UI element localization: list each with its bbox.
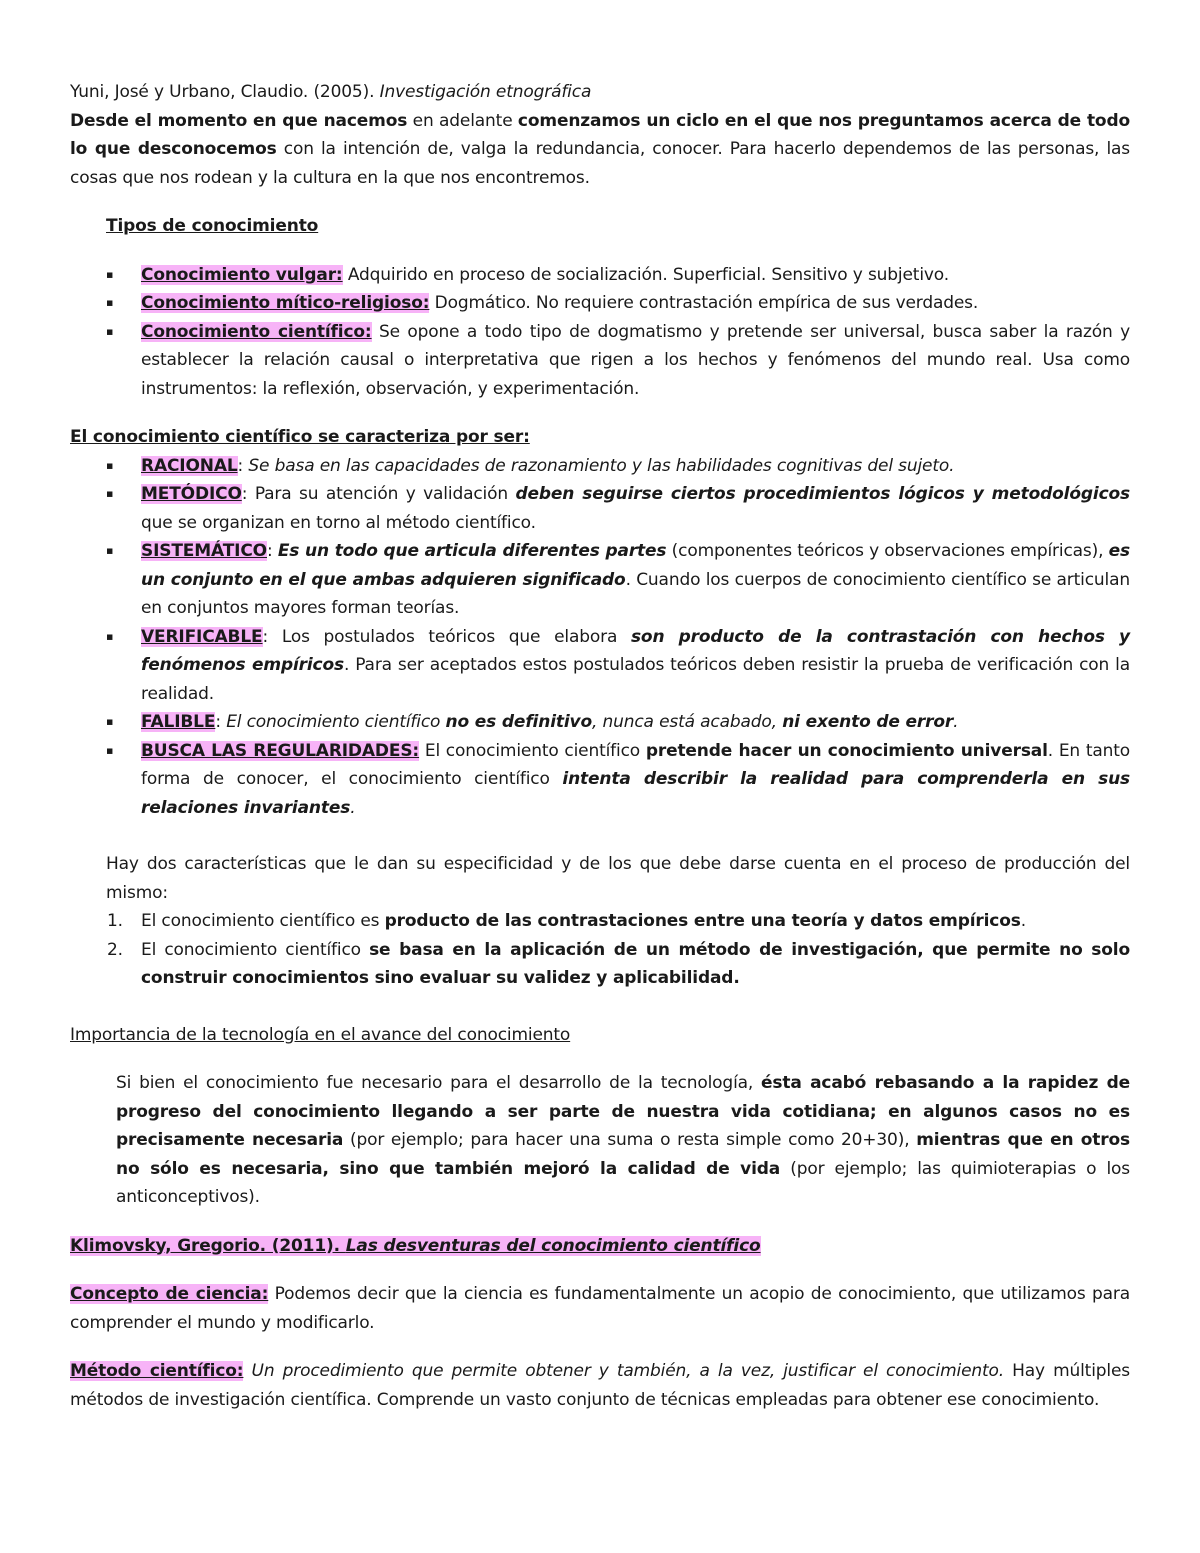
spacer — [70, 1337, 1130, 1357]
spacer — [70, 403, 1130, 423]
caracteristicas-heading — [70, 423, 1130, 452]
list-item — [70, 261, 1130, 290]
list-item-racional — [70, 452, 1130, 481]
list-item — [70, 289, 1130, 318]
spacer — [70, 822, 1130, 850]
list-item-verificable — [70, 623, 1130, 709]
item-emphasis: pretende hacer un conocimiento universal — [645, 740, 1048, 761]
item-text: . — [350, 797, 356, 818]
item-text: : Para su atención y validación — [241, 484, 516, 504]
reference-authors: Klimovsky, Gregorio. (2011). — [70, 1235, 346, 1256]
intro-text-2: en adelante — [407, 110, 518, 131]
item-text: Se basa en las capacidades de razonamiento y las habilidades cognitivas del sujeto. — [248, 455, 955, 476]
especificidad-list — [70, 907, 1130, 993]
list-item-sistematico — [70, 537, 1130, 623]
list-item-regularidades — [70, 737, 1130, 823]
intro-paragraph — [70, 107, 1130, 193]
reference-yuni-urbano — [70, 78, 1130, 107]
numbered-item — [70, 936, 1130, 993]
spacer — [70, 993, 1130, 1021]
metodo-label: Método científico: — [70, 1361, 244, 1381]
para-text: Si bien el conocimiento fue necesario para el desarrollo de la tecnología, — [116, 1073, 762, 1093]
item-text: : Los postulados teóricos que elabora — [262, 626, 631, 647]
item-emphasis: no es definitivo — [445, 712, 592, 732]
para-emphasis: mientras que en otros no sólo es necesaria, sino que también mejoró la calidad de vida — [116, 1130, 1130, 1179]
concepto-text: Podemos decir que la ciencia es fundamentalmente un acopio de conocimiento, que utilizamos para comprender el mundo y modificarlo. — [70, 1284, 1130, 1333]
caracteristicas-list — [70, 452, 1130, 823]
item-label: METÓDICO — [141, 484, 242, 504]
tipos-list — [70, 261, 1130, 404]
metodo-definition: Un procedimiento que permite obtener y también, a la vez, justificar el conocimiento. — [243, 1361, 1005, 1381]
item-text: . En tanto forma de conocer, el conocimiento científico — [141, 740, 1131, 789]
item-text: El conocimiento científico — [226, 712, 446, 732]
concepto-paragraph — [70, 1280, 1130, 1337]
item-text: (componentes teóricos y observaciones empíricas), — [666, 541, 1109, 561]
item-text: Se opone a todo tipo de dogmatismo y pretende ser universal, busca saber la razón y establecer la relación causal o interpretativa que rigen a los hechos y fenómenos del mundo real. Usa como instrumentos: la reflexión, observación, y experimentación. — [141, 321, 1130, 399]
spacer — [70, 241, 1130, 261]
para-emphasis: ésta acabó rebasando a la rapidez de progreso del conocimiento llegando a ser parte de nuestra vida cotidiana; en algunos casos no es precisamente necesaria — [116, 1073, 1130, 1150]
list-item-metodico — [70, 480, 1130, 537]
list-item-falible — [70, 708, 1130, 737]
intro-bold-1: Desde el momento en que nacemos — [70, 110, 408, 131]
item-text: , nunca está acabado, — [591, 712, 783, 732]
list-item — [70, 318, 1130, 404]
spacer — [70, 1049, 1130, 1069]
metodo-paragraph — [70, 1357, 1130, 1414]
item-text: Adquirido en proceso de socialización. Superficial. Sensitivo y subjetivo. — [342, 264, 950, 285]
item-text: El conocimiento científico — [141, 939, 370, 960]
item-emphasis: ni exento de error — [782, 712, 954, 732]
item-label: BUSCA LAS REGULARIDADES: — [141, 740, 420, 761]
item-label: RACIONAL — [141, 455, 238, 476]
spacer — [70, 192, 1130, 212]
item-number: 2. — [107, 939, 123, 960]
item-number: 1. — [107, 911, 123, 931]
reference-authors: Yuni, José y Urbano, Claudio. (2005). — [70, 82, 380, 102]
tipos-heading-text: Tipos de conocimiento — [106, 216, 319, 236]
item-text: que se organizan en torno al método científico. — [141, 512, 536, 533]
item-text: . — [733, 968, 740, 988]
item-emphasis: Es un todo que articula diferentes partes — [277, 541, 667, 561]
item-emphasis: son producto de la contrastación con hechos y fenómenos empíricos — [141, 626, 1130, 675]
tipos-heading — [70, 212, 1130, 241]
reference-klimovsky — [70, 1232, 1130, 1261]
item-text: El conocimiento científico es — [141, 911, 385, 931]
item-label: FALIBLE — [141, 712, 216, 732]
reference-title: Las desventuras del conocimiento científico — [345, 1235, 761, 1256]
item-text: . Para ser aceptados estos postulados teóricos deben resistir la prueba de verificación con la realidad. — [141, 655, 1131, 704]
importancia-heading — [70, 1021, 1130, 1050]
intro-text-4: con la intención de, valga la redundancia, conocer. Para hacerlo dependemos de las personas, las cosas que nos rodean y la cultura en la que nos encontremos. — [70, 139, 1130, 188]
item-emphasis: intenta describir la realidad para comprenderla en sus relaciones invariantes — [141, 769, 1130, 818]
item-emphasis: se basa en la aplicación de un método de investigación, que permite no solo construir conocimientos sino evaluar su validez y aplicabilidad — [141, 939, 1130, 988]
importancia-paragraph — [70, 1069, 1130, 1212]
item-label: VERIFICABLE — [141, 626, 263, 647]
item-text: El conocimiento científico — [419, 740, 646, 761]
especificidad-intro: Hay dos características que le dan su especificidad y de los que debe darse cuenta en el proceso de producción del mismo: — [106, 854, 1130, 903]
item-emphasis: deben seguirse ciertos procedimientos lógicos y metodológicos — [515, 484, 1130, 504]
spacer — [70, 1212, 1130, 1232]
item-text: Dogmático. No requiere contrastación empírica de sus verdades. — [429, 293, 979, 313]
reference-title: Investigación etnográfica — [379, 82, 592, 102]
caracteristicas-heading-text: El conocimiento científico se caracteriza por ser: — [70, 427, 530, 447]
importancia-heading-text: Importancia de la tecnología en el avance del conocimiento — [70, 1024, 571, 1045]
para-text: (por ejemplo; las quimioterapias o los anticonceptivos). — [116, 1158, 1130, 1207]
item-label: SISTEMÁTICO — [141, 541, 267, 561]
item-separator: : — [237, 455, 249, 476]
item-label: Conocimiento mítico-religioso: — [141, 293, 430, 313]
spacer — [70, 1260, 1130, 1280]
item-emphasis: producto de las contrastaciones entre una teoría y datos empíricos — [384, 911, 1021, 931]
item-separator: : — [215, 712, 227, 732]
item-text: . — [953, 712, 959, 732]
concepto-label: Concepto de ciencia: — [70, 1284, 269, 1304]
item-label: Conocimiento vulgar: — [141, 264, 343, 285]
metodo-text: Hay múltiples métodos de investigación científica. Comprende un vasto conjunto de técnicas empleadas para obtener ese conocimiento. — [70, 1361, 1130, 1410]
intro-bold-3: comenzamos un ciclo en el que nos preguntamos acerca de todo lo que desconocemos — [70, 110, 1130, 159]
item-separator: : — [266, 541, 278, 561]
item-text: . — [1020, 911, 1026, 931]
item-emphasis: es un conjunto en el que ambas adquieren significado — [141, 541, 1130, 590]
item-text: . Cuando los cuerpos de conocimiento científico se articulan en conjuntos mayores forman teorías. — [141, 569, 1130, 618]
numbered-item — [70, 907, 1130, 936]
para-text: (por ejemplo; para hacer una suma o resta simple como 20+30), — [343, 1130, 917, 1150]
item-label: Conocimiento científico: — [141, 321, 372, 342]
document-page — [70, 78, 1130, 1414]
